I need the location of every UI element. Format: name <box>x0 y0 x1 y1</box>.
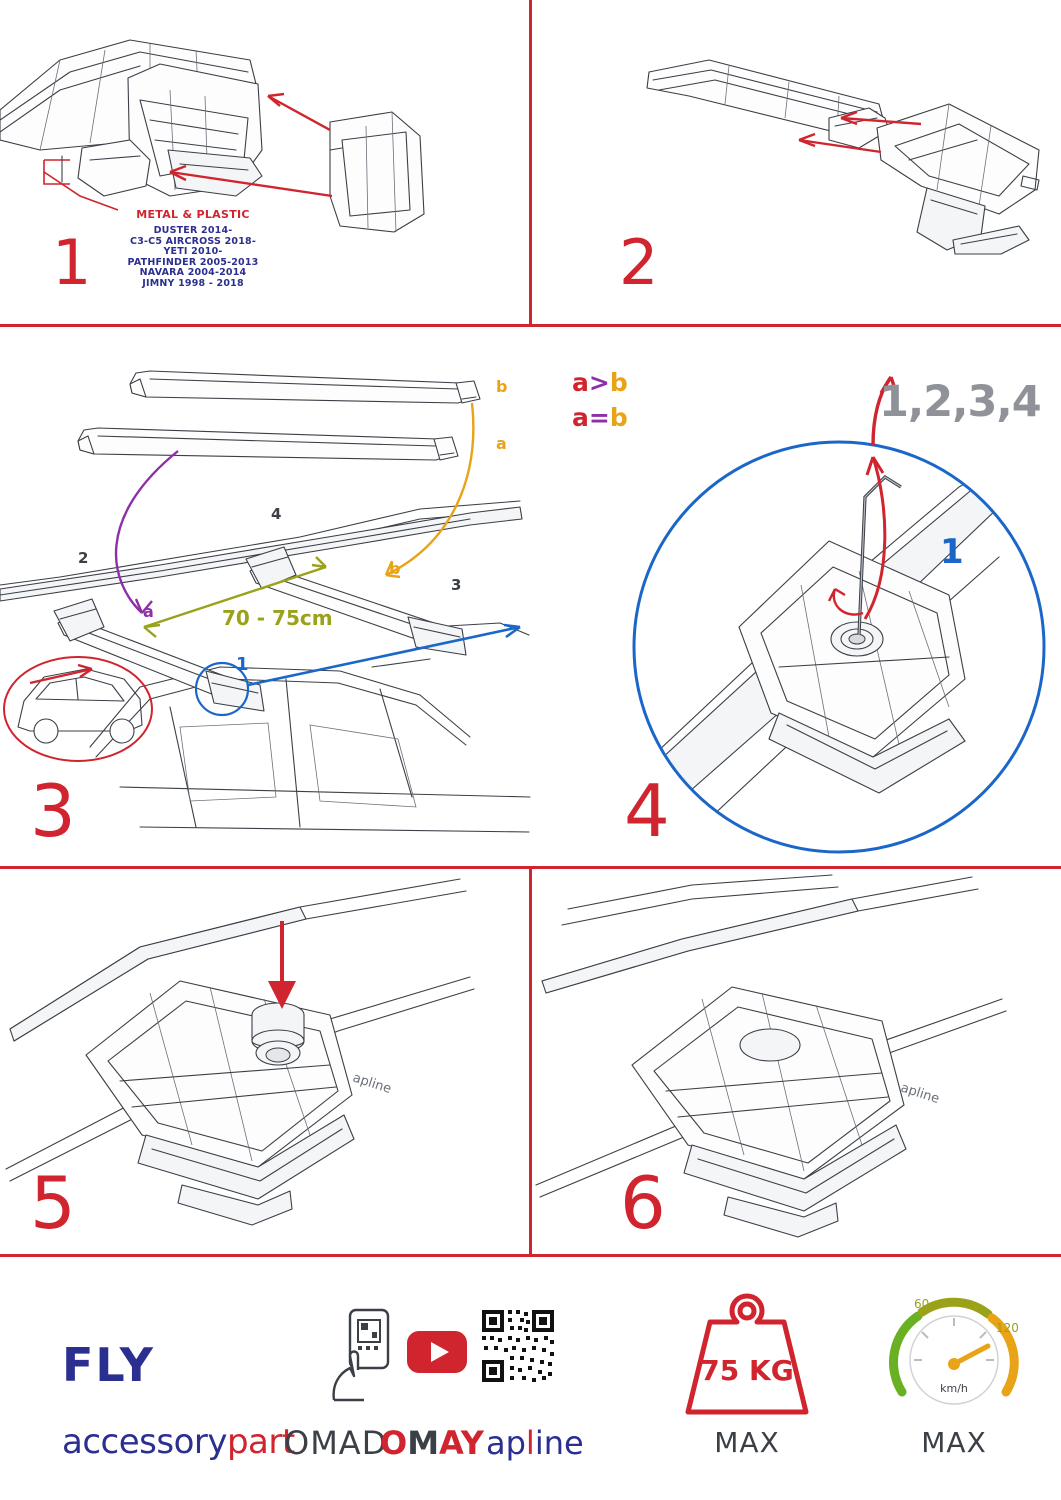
distance-label: 70 - 75cm <box>222 606 333 630</box>
brand-apline-ap: ap <box>486 1424 526 1462</box>
brand-omay-o: O <box>380 1424 408 1462</box>
comparison-a: a <box>572 403 589 432</box>
label-bar-b-top: b <box>496 377 508 396</box>
brand-accessorypart-part2: part <box>226 1422 295 1462</box>
comparison-operator-gt: > <box>588 368 610 397</box>
vehicle-item: C3-C5 AIRCROSS 2018- <box>130 235 256 247</box>
crossbar-a <box>78 428 458 460</box>
brand-omay-ay: AY <box>439 1424 484 1462</box>
speed-tick-low: 60 <box>914 1297 930 1311</box>
crossbar-b <box>130 371 480 403</box>
vehicle-item: JIMNY 1998 - 2018 <box>142 277 244 289</box>
insert-arrow <box>268 921 296 1009</box>
label-bar-a-top: a <box>496 434 507 453</box>
brand-apline-ine: ine <box>534 1424 584 1462</box>
step-5-panel <box>0 869 529 1254</box>
zoom-arrow <box>248 625 520 685</box>
comparison-operator-eq: = <box>588 403 610 432</box>
vehicle-item: NAVARA 2004-2014 <box>139 267 247 278</box>
step-4-panel <box>529 327 1061 866</box>
vehicle-item: PATHFINDER 2005-2013 <box>127 256 259 268</box>
speedometer-icon <box>884 1288 1024 1418</box>
vehicle-item: YETI 2010- <box>163 246 223 257</box>
vehicle-item: DUSTER 2014- <box>153 225 233 236</box>
cover-cap <box>252 1003 304 1065</box>
product-logo-text: apline <box>350 1070 394 1098</box>
label-foot-2: 2 <box>78 549 89 567</box>
step-2-illustration <box>529 0 1061 324</box>
label-bar-a-mid: a <box>143 602 154 621</box>
speed-max-label: MAX <box>921 1426 987 1459</box>
speed-unit: km/h <box>940 1382 968 1395</box>
step-3-panel <box>0 327 529 866</box>
footer-limits-panel <box>532 1254 1061 1500</box>
speed-tick-high: 120 <box>996 1321 1019 1335</box>
brand-fly: FLY <box>62 1338 155 1392</box>
step-number-2: 2 <box>619 226 659 299</box>
car-direction-inset <box>4 657 152 761</box>
step-5-illustration <box>0 869 529 1254</box>
footer-brands-panel <box>0 1254 584 1500</box>
step-2-panel <box>529 0 1061 324</box>
step-number-1: 1 <box>52 226 92 299</box>
weight-icon <box>682 1292 812 1418</box>
brand-omay <box>380 1424 484 1462</box>
label-foot-3: 3 <box>451 576 462 594</box>
step4-callout-1: 1 <box>940 532 964 572</box>
metal-plastic-heading: METAL & PLASTIC <box>136 208 250 221</box>
weight-value: 75 KG <box>700 1354 794 1387</box>
comparison-b: b <box>609 368 628 397</box>
comparison-a: a <box>572 368 589 397</box>
label-foot-4: 4 <box>271 505 282 523</box>
step-3-illustration <box>0 327 529 866</box>
step-number-3: 3 <box>30 769 76 853</box>
step-6-illustration <box>532 869 1061 1254</box>
brand-accessorypart-part1: accessory <box>62 1422 227 1462</box>
step-number-4: 4 <box>624 769 670 853</box>
brand-omay-m: M <box>407 1424 440 1462</box>
product-logo-text-2: apline <box>898 1080 942 1108</box>
step-6-panel <box>532 869 1061 1254</box>
step-number-6: 6 <box>620 1161 666 1245</box>
step-1-panel <box>0 0 529 324</box>
sequence-label <box>879 377 1041 427</box>
vehicle-list <box>88 226 298 289</box>
brand-apline-l: l <box>525 1424 535 1462</box>
mounted-crossbar-rear <box>246 547 466 655</box>
comparison-b: b <box>609 403 628 432</box>
label-bar-b-mid: b <box>389 559 401 578</box>
sequence-number-1: 1,2,3,4 <box>879 377 1041 427</box>
weight-max-label: MAX <box>714 1426 780 1459</box>
brand-omad: OMAD <box>284 1424 388 1462</box>
brand-accessorypart <box>62 1422 295 1462</box>
step-number-5: 5 <box>30 1161 76 1245</box>
label-foot-1: 1 <box>236 654 249 675</box>
youtube-icon[interactable] <box>406 1330 468 1374</box>
qr-scan-hand-icon <box>328 1308 400 1404</box>
